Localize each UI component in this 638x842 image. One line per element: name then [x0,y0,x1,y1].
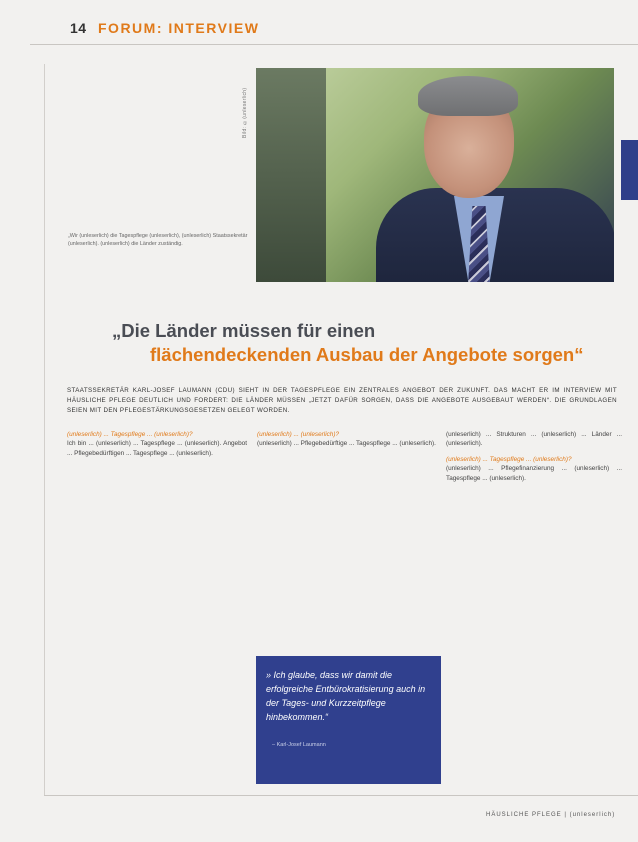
question-2: (unleserlich) ... (unleserlich)? [257,431,340,438]
headline-line-1: „Die Länder müssen für einen [112,320,376,341]
footer-rule [44,795,638,796]
pull-quote: » Ich glaube, dass wir damit die erfolgreiche Entbürokratisierung auch in der Tages- und Kurzzeitpflege hinbekommen.“ [266,670,426,722]
column-1 [67,430,247,458]
portrait-photo [256,68,614,282]
headline-line-2: flächendeckenden Ausbau der Angebote sorgen“ [150,344,584,365]
answer-2: (unleserlich) ... Pflegebedürftige ... Tagespflege ... (unleserlich). [257,440,436,448]
header-rule [30,44,638,45]
photo-caption: „Wir (unleserlich) die Tagespflege (unleserlich), (unleserlich) Staatssekretär (unleserlich). (unleserlich) die Länder zuständig. [68,233,248,247]
page-header [38,14,638,64]
pull-quote-box [256,656,441,784]
question-3: (unleserlich) ... Tagespflege ... (unleserlich)? [446,455,572,463]
column-3 [446,430,622,483]
answer-1: Ich bin ... (unleserlich) ... Tagespflege ... (unleserlich). Angebot ... Pflegebedürftigen ... Tagespflege ... (unleserlich). [67,440,247,457]
page-number: 14 [70,20,87,36]
answer-3a: (unleserlich) ... Strukturen ... (unleserlich) ... Länder ... (unleserlich). [446,431,622,448]
section-title: FORUM: INTERVIEW [98,20,260,36]
answer-3b: (unleserlich) ... Pflegefinanzierung ... (unleserlich) ... Tagespflege ... (unleserlich). [446,465,622,482]
margin-rule [44,64,45,796]
question-1: (unleserlich) ... Tagespflege ... (unleserlich)? [67,431,193,438]
lead-paragraph: STAATSSEKRETÄR KARL-JOSEF LAUMANN (CDU) SIEHT IN DER TAGESPFLEGE EIN ZENTRALES ANGEBOT DER ZUKUNFT. DAS MACHT ER IM INTERVIEW MIT HÄUSLICHE PFLEGE DEUTLICH UND FORDERT: DIE LÄNDER MÜSSEN „JETZT DAFÜR SORGEN, DASS DIE ANGEBOTE AUSGEBAUT WERDEN“. DIE GRUNDLAGEN SEIEN MIT DEN PFLEGESTÄRKUNGSGESETZEN GELEGT WORDEN. [67,387,617,414]
pull-quote-author: – Karl-Josef Laumann [272,742,326,748]
page-footer: HÄUSLICHE PFLEGE | (unleserlich) [486,812,616,818]
page-tab-marker [621,140,638,200]
column-2 [257,430,437,449]
photo-credit: Bild: ©(unleserlich) [242,87,248,138]
